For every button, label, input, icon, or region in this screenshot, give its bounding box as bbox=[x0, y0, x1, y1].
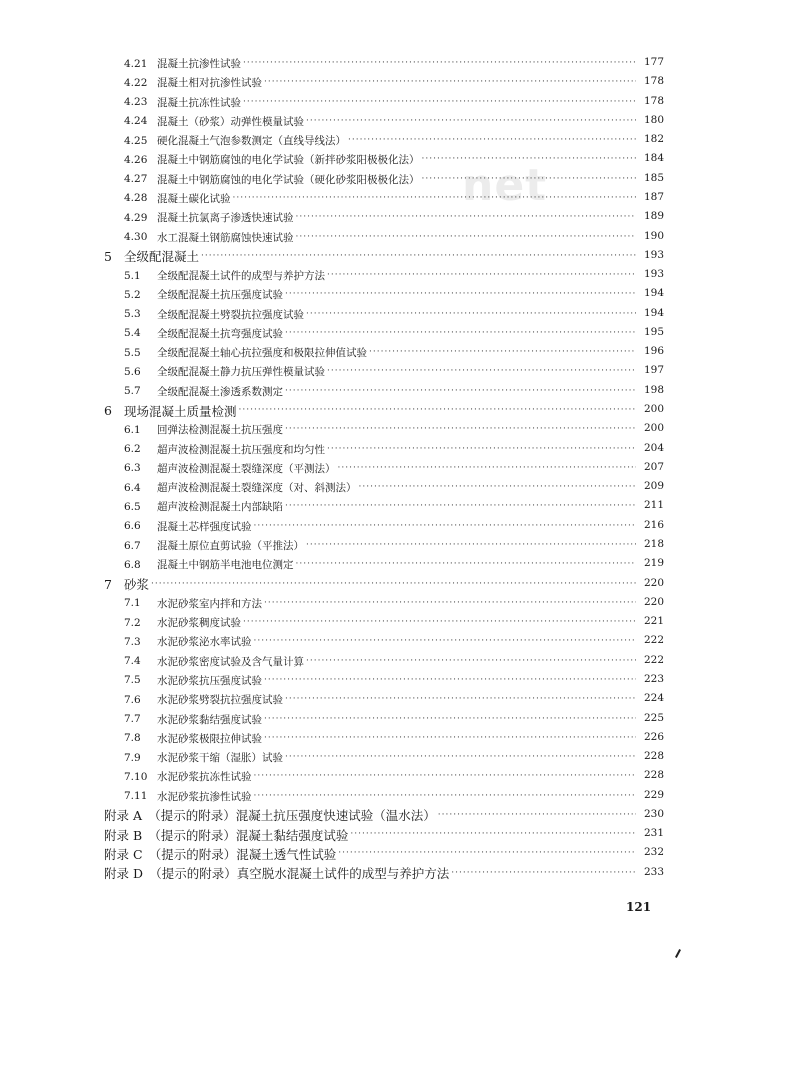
toc-entry-page: 233 bbox=[644, 865, 665, 878]
toc-entry-page: 177 bbox=[644, 56, 665, 68]
toc-leader-dots bbox=[285, 497, 636, 516]
toc-leader-dots bbox=[338, 844, 636, 863]
toc-entry-page: 197 bbox=[644, 364, 665, 377]
toc-section-entry bbox=[124, 555, 638, 574]
toc-leader-dots bbox=[348, 131, 636, 150]
toc-chapter-entry bbox=[104, 401, 638, 420]
toc-leader-dots bbox=[254, 517, 637, 536]
toc-entry-number: 6.8 bbox=[124, 558, 141, 571]
toc-entry-page: 224 bbox=[644, 692, 665, 705]
toc-entry-page: 218 bbox=[644, 538, 665, 550]
toc-section-entry bbox=[124, 189, 638, 208]
toc-section-entry bbox=[124, 787, 638, 806]
toc-entry-title: 附录 C （提示的附录）混凝土透气性试验 bbox=[104, 846, 337, 862]
toc-entry-number: 6.3 bbox=[124, 462, 141, 475]
toc-leader-dots bbox=[243, 54, 636, 73]
toc-entry-title: 水泥砂浆极限拉伸试验 bbox=[157, 732, 262, 745]
toc-section-entry bbox=[124, 671, 638, 690]
toc-entry-title: 全级配混凝土静力抗压弹性模量试验 bbox=[157, 366, 325, 379]
toc-entry-title: 水工混凝土钢筋腐蚀快速试验 bbox=[157, 231, 294, 244]
toc-entry-title: 硬化混凝土气泡参数测定（直线导线法） bbox=[157, 135, 346, 148]
toc-entry-title: 附录 D （提示的附录）真空脱水混凝土试件的成型与养护方法 bbox=[104, 866, 450, 882]
toc-entry-number: 6.2 bbox=[124, 443, 141, 456]
toc-entry-page: 195 bbox=[644, 325, 665, 338]
toc-section-entry bbox=[124, 594, 638, 613]
toc-entry-page: 200 bbox=[644, 422, 665, 435]
toc-leader-dots bbox=[285, 382, 636, 401]
toc-appendix-entry bbox=[104, 825, 638, 844]
toc-section-entry bbox=[124, 459, 638, 478]
toc-entry-number: 7.2 bbox=[124, 616, 141, 629]
watermark: net bbox=[462, 160, 548, 211]
toc-entry-page: 209 bbox=[644, 480, 665, 493]
toc-appendix-entry bbox=[104, 806, 638, 825]
toc-entry-page: 216 bbox=[644, 518, 665, 531]
toc-entry-title: 超声波检测混凝土裂缝深度（平测法） bbox=[157, 462, 336, 475]
toc-entry-number: 5.7 bbox=[124, 385, 141, 398]
toc-entry-page: 178 bbox=[644, 75, 665, 88]
toc-section-entry bbox=[124, 73, 638, 92]
toc-entry-page: 221 bbox=[644, 615, 665, 628]
toc-entry-title: 全级配混凝土试件的成型与养护方法 bbox=[157, 270, 325, 283]
toc-leader-dots bbox=[285, 420, 636, 439]
toc-entry-page: 194 bbox=[644, 306, 665, 319]
toc-entry-title: 混凝土中钢筋腐蚀的电化学试验（新拌砂浆阳极极化法） bbox=[157, 154, 420, 167]
toc-leader-dots bbox=[306, 305, 636, 324]
toc-entry-number: 4.30 bbox=[124, 231, 148, 244]
toc-section-entry bbox=[124, 536, 638, 555]
toc-entry-number: 6.6 bbox=[124, 520, 141, 533]
toc-entry-page: 220 bbox=[644, 595, 665, 608]
toc-section-entry bbox=[124, 170, 638, 189]
toc-entry-page: 211 bbox=[644, 499, 665, 512]
toc-entry-page: 204 bbox=[644, 441, 665, 454]
toc-leader-dots bbox=[359, 478, 637, 497]
toc-section-entry bbox=[124, 208, 638, 227]
toc-chapter-entry bbox=[104, 247, 638, 266]
toc-entry-title: 水泥砂浆室内拌和方法 bbox=[157, 597, 262, 610]
toc-section-entry bbox=[124, 343, 638, 362]
toc-entry-title: 水泥砂浆抗压强度试验 bbox=[157, 674, 262, 687]
toc-leader-dots bbox=[306, 652, 636, 671]
toc-section-entry bbox=[124, 478, 638, 497]
toc-entry-page: 190 bbox=[644, 229, 665, 242]
toc-entry-title: 回弹法检测混凝土抗压强度 bbox=[157, 424, 283, 437]
toc-section-entry bbox=[124, 632, 638, 651]
toc-section-entry bbox=[124, 228, 638, 247]
toc-entry-title: 混凝土抗氯离子渗透快速试验 bbox=[157, 212, 294, 225]
toc-entry-number: 4.25 bbox=[124, 134, 148, 147]
toc-leader-dots bbox=[254, 632, 637, 651]
toc-section-entry bbox=[124, 748, 638, 767]
toc-entry-page: 182 bbox=[644, 133, 665, 146]
toc-entry-title: 水泥砂浆干缩（湿胀）试验 bbox=[157, 752, 283, 765]
toc-section-entry bbox=[124, 93, 638, 112]
toc-entry-title: 砂浆 bbox=[124, 577, 150, 593]
toc-entry-title: 全级配混凝土轴心抗拉强度和极限拉伸值试验 bbox=[157, 347, 367, 360]
toc-entry-title: 混凝土中钢筋腐蚀的电化学试验（硬化砂浆阳极极化法） bbox=[157, 173, 420, 186]
toc-entry-number: 6.7 bbox=[124, 539, 141, 552]
toc-leader-dots bbox=[264, 594, 636, 613]
toc-leader-dots bbox=[350, 825, 636, 844]
toc-leader-dots bbox=[422, 170, 637, 189]
toc-entry-page: 223 bbox=[644, 672, 665, 685]
toc-entry-title: 水泥砂浆稠度试验 bbox=[157, 617, 241, 630]
toc-leader-dots bbox=[327, 266, 636, 285]
toc-entry-page: 193 bbox=[644, 248, 665, 261]
toc-entry-page: 193 bbox=[644, 268, 665, 281]
toc-entry-number: 4.27 bbox=[124, 173, 148, 186]
toc-entry-number: 7.10 bbox=[124, 770, 148, 783]
toc-entry-title: 混凝土抗渗性试验 bbox=[157, 58, 241, 70]
toc-leader-dots bbox=[254, 767, 637, 786]
toc-section-entry bbox=[124, 497, 638, 516]
toc-entry-number: 7.1 bbox=[124, 597, 141, 610]
toc-entry-title: 混凝土抗冻性试验 bbox=[157, 96, 241, 109]
toc-entry-title: 混凝土碳化试验 bbox=[157, 192, 231, 205]
toc-entry-number: 6.1 bbox=[124, 423, 141, 436]
toc-leader-dots bbox=[233, 189, 637, 208]
toc-entry-number: 7 bbox=[104, 576, 112, 592]
stray-mark bbox=[675, 949, 681, 958]
toc-entry-title: 现场混凝土质量检测 bbox=[124, 403, 237, 419]
toc-entry-number: 7.8 bbox=[124, 732, 141, 745]
toc-section-entry bbox=[124, 710, 638, 729]
toc-leader-dots bbox=[239, 401, 636, 420]
toc-entry-number: 5.6 bbox=[124, 365, 141, 378]
toc-entry-title: 全级配混凝土劈裂抗拉强度试验 bbox=[157, 308, 304, 321]
toc-section-entry bbox=[124, 613, 638, 632]
toc-entry-title: 水泥砂浆劈裂抗拉强度试验 bbox=[157, 694, 283, 707]
toc-entry-page: 207 bbox=[644, 460, 665, 473]
toc-entry-title: 水泥砂浆密度试验及含气量计算 bbox=[157, 655, 304, 668]
toc-leader-dots bbox=[296, 208, 637, 227]
toc-entry-number: 4.29 bbox=[124, 211, 148, 224]
toc-appendix-entry bbox=[104, 864, 638, 883]
toc-leader-dots bbox=[264, 710, 636, 729]
toc-section-entry bbox=[124, 324, 638, 343]
toc-leader-dots bbox=[438, 806, 636, 825]
toc-entry-page: 220 bbox=[644, 576, 665, 589]
toc-entry-page: 178 bbox=[644, 94, 665, 107]
toc-section-entry bbox=[124, 690, 638, 709]
toc-entry-title: 超声波检测混凝土裂缝深度（对、斜测法） bbox=[157, 482, 357, 495]
toc-entry-title: 全级配混凝土渗透系数测定 bbox=[157, 385, 283, 398]
toc-entry-number: 4.28 bbox=[124, 192, 148, 205]
toc-entry-number: 7.9 bbox=[124, 751, 141, 764]
toc-entry-page: 194 bbox=[644, 287, 665, 300]
toc-entry-page: 184 bbox=[644, 152, 665, 165]
toc-leader-dots bbox=[243, 613, 636, 632]
toc-entry-number: 4.26 bbox=[124, 153, 148, 166]
toc-entry-title: 混凝土芯样强度试验 bbox=[157, 520, 252, 533]
toc-entry-page: 232 bbox=[644, 846, 665, 859]
page-number: 121 bbox=[626, 900, 652, 914]
toc-entry-title: 水泥砂浆抗冻性试验 bbox=[157, 771, 252, 784]
toc-entry-page: 219 bbox=[644, 557, 665, 570]
toc-entry-number: 7.4 bbox=[124, 655, 141, 668]
toc-entry-page: 229 bbox=[644, 788, 665, 801]
toc-entry-page: 196 bbox=[644, 345, 665, 358]
toc-entry-number: 7.3 bbox=[124, 635, 141, 648]
toc-entry-title: 超声波检测混凝土抗压强度和均匀性 bbox=[157, 443, 325, 456]
toc-entry-number: 5.2 bbox=[124, 288, 141, 301]
toc-leader-dots bbox=[201, 247, 636, 266]
toc-section-entry bbox=[124, 382, 638, 401]
toc-entry-page: 187 bbox=[644, 190, 665, 203]
toc-entry-number: 7.6 bbox=[124, 693, 141, 706]
toc-section-entry bbox=[124, 266, 638, 285]
toc-entry-number: 7.7 bbox=[124, 713, 141, 726]
toc-leader-dots bbox=[264, 671, 636, 690]
toc-section-entry bbox=[124, 150, 638, 169]
toc-entry-number: 5 bbox=[104, 248, 112, 264]
toc-leader-dots bbox=[338, 459, 637, 478]
toc-entry-title: 水泥砂浆黏结强度试验 bbox=[157, 713, 262, 726]
toc-entry-page: 200 bbox=[644, 403, 665, 416]
toc-entry-number: 4.23 bbox=[124, 96, 148, 109]
toc-entry-page: 189 bbox=[644, 210, 665, 223]
toc-entry-number: 7.5 bbox=[124, 674, 141, 687]
toc-leader-dots bbox=[451, 864, 636, 883]
toc-leader-dots bbox=[285, 690, 636, 709]
toc-leader-dots bbox=[285, 748, 636, 767]
toc-entry-page: 198 bbox=[644, 383, 665, 396]
toc-entry-number: 4.21 bbox=[124, 57, 148, 70]
toc-entry-number: 6.4 bbox=[124, 481, 141, 494]
toc-entry-number: 5.3 bbox=[124, 308, 141, 321]
toc-entry-number: 6 bbox=[104, 403, 112, 419]
toc-chapter-entry bbox=[104, 575, 638, 594]
toc-leader-dots bbox=[254, 787, 637, 806]
toc-entry-page: 228 bbox=[644, 769, 665, 782]
toc-leader-dots bbox=[264, 729, 636, 748]
toc-entry-page: 230 bbox=[644, 807, 665, 820]
toc-entry-page: 180 bbox=[644, 113, 665, 126]
toc-leader-dots bbox=[285, 285, 636, 304]
toc-section-entry bbox=[124, 362, 638, 381]
toc-leader-dots bbox=[369, 343, 636, 362]
toc-section-entry bbox=[124, 305, 638, 324]
toc-leader-dots bbox=[327, 440, 636, 459]
toc-leader-dots bbox=[296, 555, 637, 574]
toc-entry-page: 228 bbox=[644, 750, 665, 763]
toc-section-entry bbox=[124, 767, 638, 786]
toc-leader-dots bbox=[306, 112, 636, 131]
toc-leader-dots bbox=[285, 324, 636, 343]
toc-entry-page: 185 bbox=[644, 171, 665, 184]
toc-entry-title: 全级配混凝土 bbox=[124, 249, 200, 265]
toc-entry-title: 混凝土原位直剪试验（平推法） bbox=[157, 540, 304, 552]
toc-section-entry bbox=[124, 54, 638, 73]
toc-leader-dots bbox=[422, 150, 637, 169]
toc-entry-page: 225 bbox=[644, 711, 665, 724]
toc-section-entry bbox=[124, 112, 638, 131]
toc-entry-title: 全级配混凝土抗弯强度试验 bbox=[157, 327, 283, 340]
toc-leader-dots bbox=[296, 228, 637, 247]
toc-leader-dots bbox=[327, 362, 636, 381]
toc-entry-number: 5.1 bbox=[124, 269, 141, 282]
toc-entry-page: 222 bbox=[644, 653, 665, 666]
toc-entry-number: 7.11 bbox=[124, 790, 148, 803]
toc-leader-dots bbox=[151, 575, 636, 594]
toc-appendix-entry bbox=[104, 844, 638, 863]
toc-entry-title: 混凝土中钢筋半电池电位测定 bbox=[157, 559, 294, 572]
toc-entry-title: 全级配混凝土抗压强度试验 bbox=[157, 289, 283, 302]
toc-leader-dots bbox=[243, 93, 636, 112]
toc-entry-page: 222 bbox=[644, 634, 665, 647]
toc-section-entry bbox=[124, 420, 638, 439]
toc-section-entry bbox=[124, 652, 638, 671]
toc-section-entry bbox=[124, 517, 638, 536]
toc-entry-page: 226 bbox=[644, 730, 665, 743]
toc-section-entry bbox=[124, 131, 638, 150]
toc-section-entry bbox=[124, 729, 638, 748]
toc-entry-title: 混凝土（砂浆）动弹性模量试验 bbox=[157, 115, 304, 128]
toc-entry-title: 水泥砂浆泌水率试验 bbox=[157, 636, 252, 649]
toc-entry-title: 混凝土相对抗渗性试验 bbox=[157, 77, 262, 90]
toc-leader-dots bbox=[264, 73, 636, 92]
toc-entry-title: 附录 B （提示的附录）混凝土黏结强度试验 bbox=[104, 827, 349, 843]
toc-entry-title: 水泥砂浆抗渗性试验 bbox=[157, 790, 252, 803]
toc-entry-page: 231 bbox=[644, 827, 665, 840]
toc-leader-dots bbox=[306, 536, 636, 555]
toc-entry-number: 4.24 bbox=[124, 115, 148, 128]
toc-section-entry bbox=[124, 285, 638, 304]
toc-entry-number: 4.22 bbox=[124, 76, 148, 89]
toc-entry-number: 5.5 bbox=[124, 346, 141, 359]
toc-entry-title: 附录 A （提示的附录）混凝土抗压强度快速试验（温水法） bbox=[104, 808, 436, 824]
toc-section-entry bbox=[124, 440, 638, 459]
toc-entry-title: 超声波检测混凝土内部缺陷 bbox=[157, 501, 283, 514]
toc-entry-number: 6.5 bbox=[124, 500, 141, 513]
toc-entry-number: 5.4 bbox=[124, 327, 141, 340]
